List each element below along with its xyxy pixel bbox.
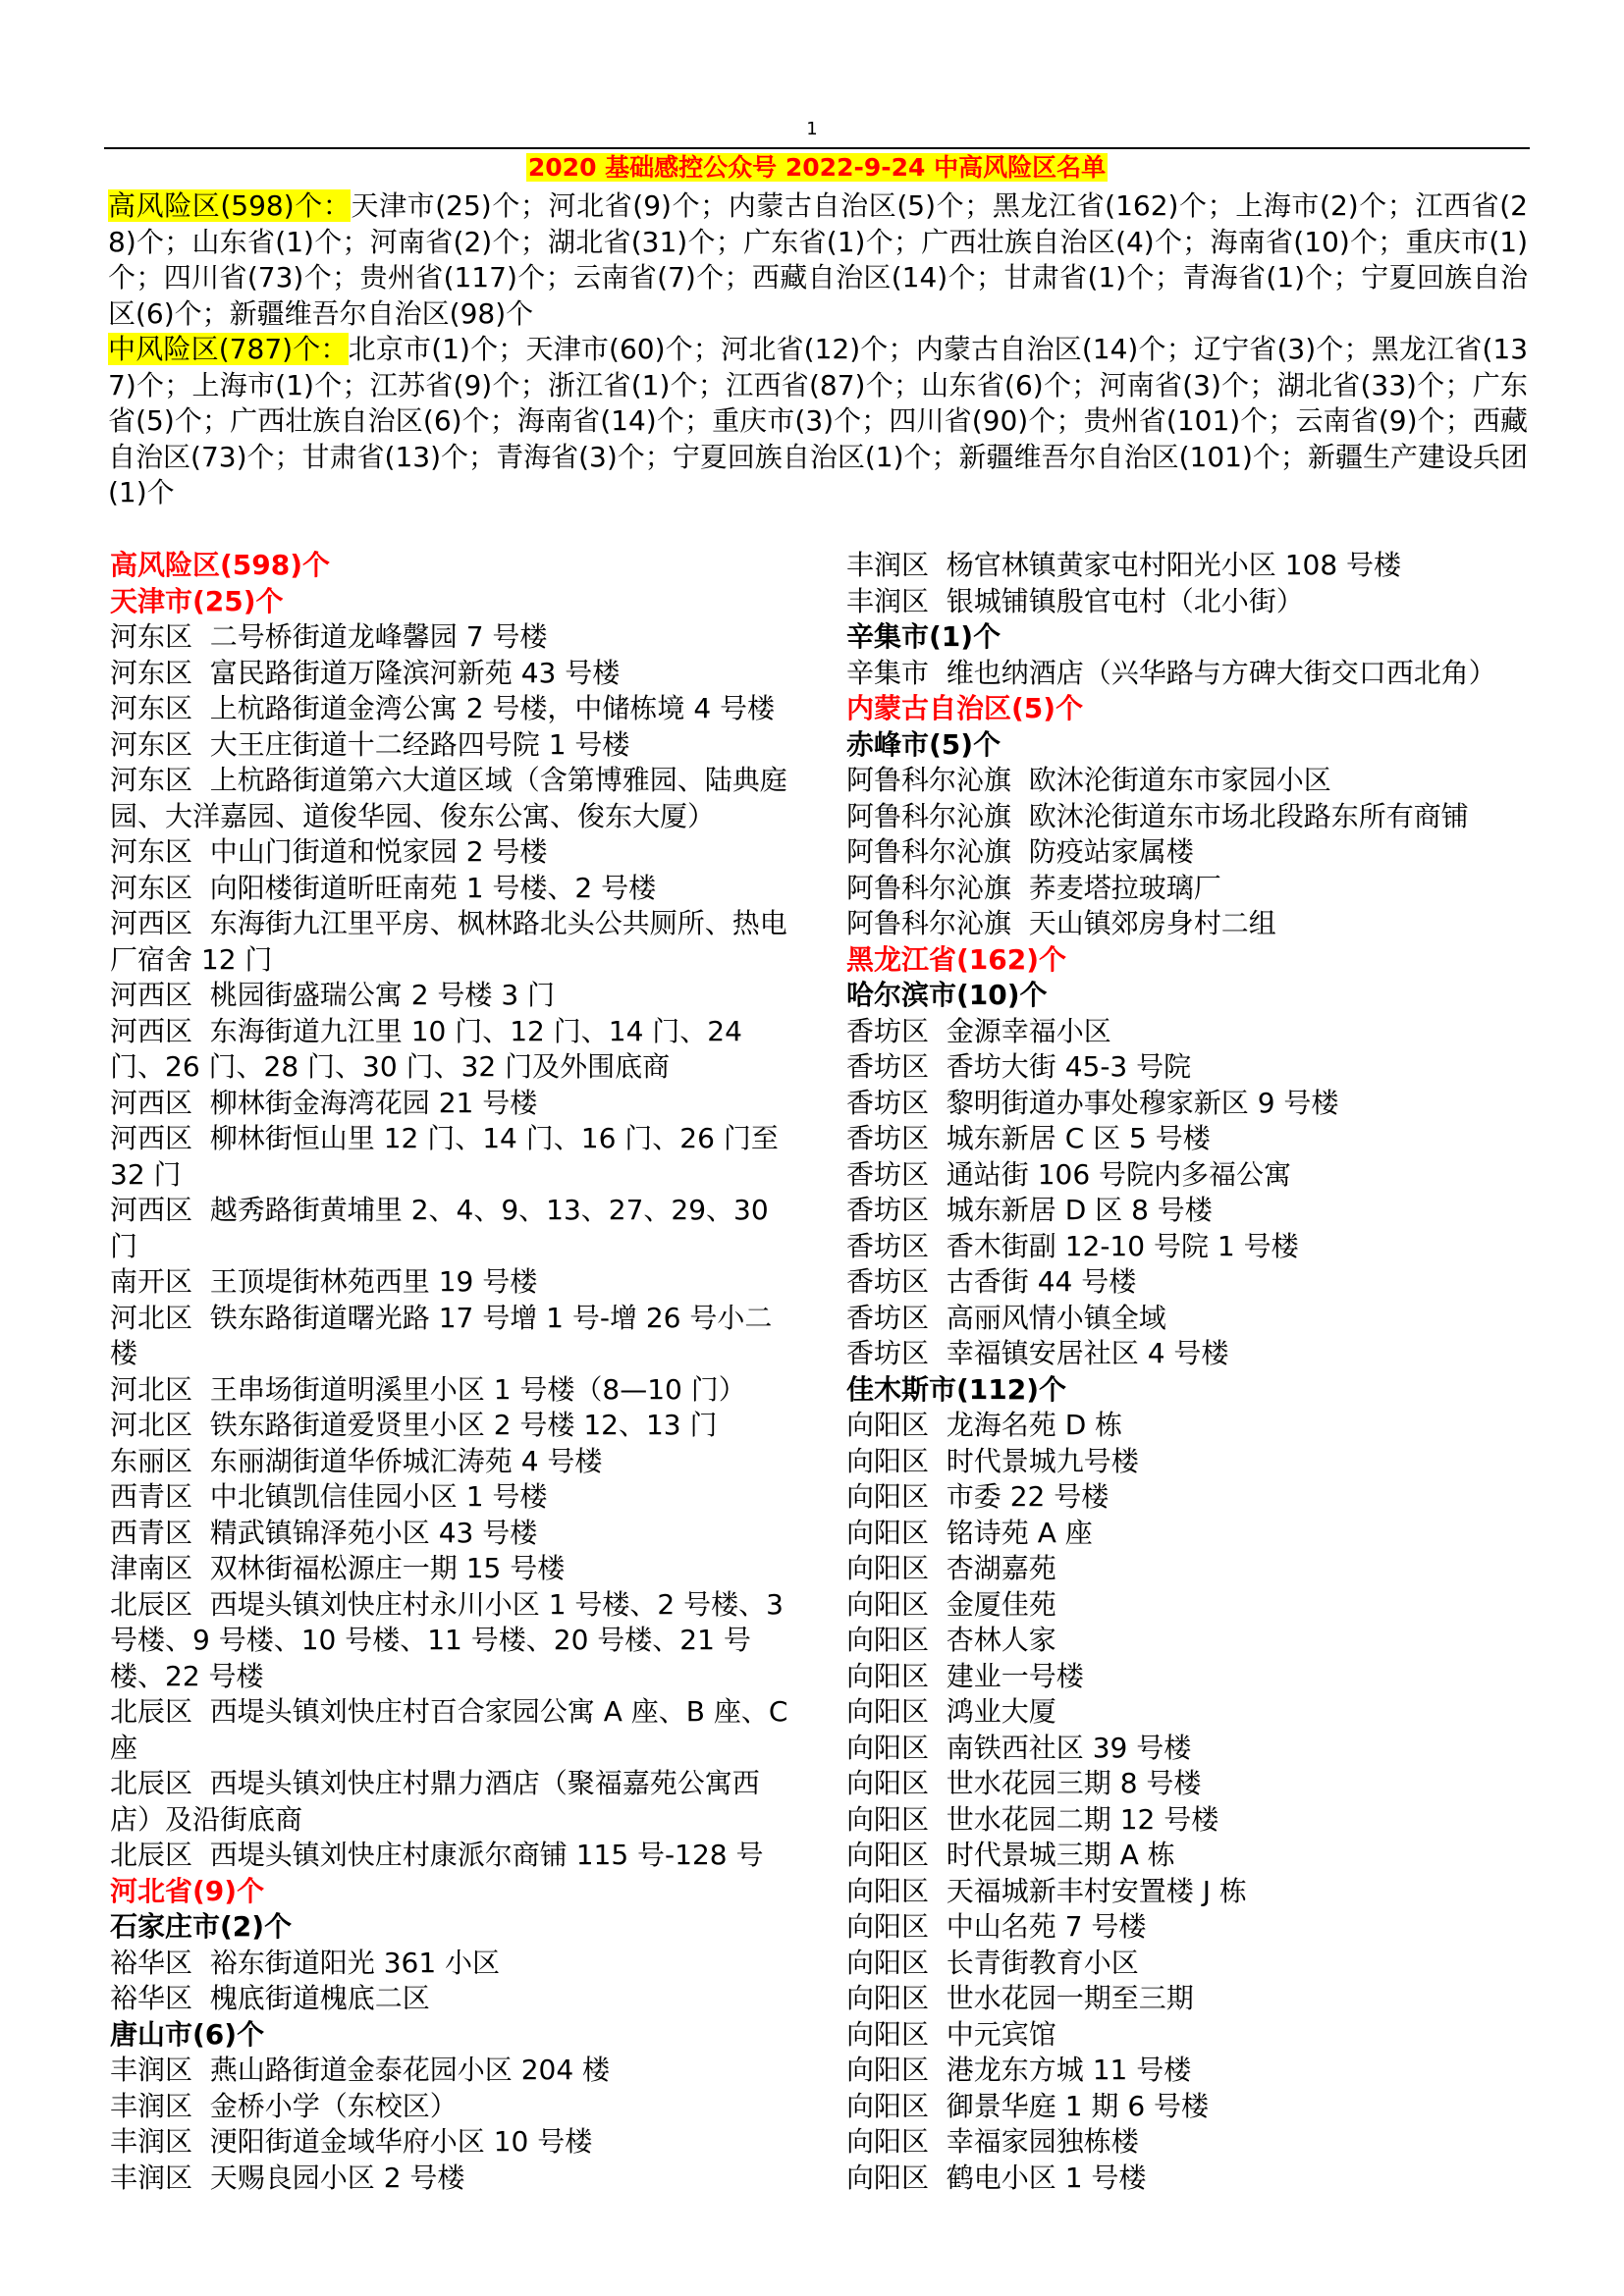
- area-entry: 裕华区 槐底街道槐底二区: [110, 1982, 430, 2014]
- document-title-text: 2020 基础感控公众号 2022-9-24 中高风险区名单: [527, 153, 1107, 182]
- area-entry: 向阳区 杏林人家: [846, 1624, 1056, 1656]
- area-entry: 河北区 铁东路街道爱贤里小区 2 号楼 12、13 门: [110, 1409, 718, 1441]
- area-entry: 向阳区 时代景城九号楼: [846, 1444, 1139, 1477]
- page-number: 1: [806, 119, 818, 139]
- area-entry: 阿鲁科尔沁旗 荞麦塔拉玻璃厂: [846, 871, 1221, 904]
- area-entry: 向阳区 御景华庭 1 期 6 号楼: [846, 2089, 1210, 2122]
- area-entry: 阿鲁科尔沁旗 欧沐沦街道东市场北段路东所有商铺: [846, 799, 1469, 832]
- medium-risk-summary-label: 中风险区(787)个：: [108, 333, 349, 365]
- area-entry: 北辰区 西堤头镇刘快庄村鼎力酒店（聚福嘉苑公寓西店）及沿街底商: [110, 1767, 760, 1836]
- area-entry: 河东区 向阳楼街道昕旺南苑 1 号楼、2 号楼: [110, 871, 657, 904]
- area-entry: 河西区 越秀路街黄埔里 2、4、9、13、27、29、30 门: [110, 1194, 778, 1262]
- area-entry: 河西区 东海街道九江里 10 门、12 门、14 门、24 门、26 门、28 门、30 门、32 门及外围底商: [110, 1014, 751, 1083]
- high-risk-summary-text: 天津市(25)个；河北省(9)个；内蒙古自治区(5)个；黑龙江省(162)个；上海市(2)个；江西省(28)个；山东省(1)个；河南省(2)个；湖北省(31)个；广东省(1)个；广西壮族自治区(4)个；海南省(10)个；重庆市(1)个；四川省(73)个；贵州省(117)个；云南省(7)个；西藏自治区(14)个；甘肃省(1)个；青海省(1)个；宁夏回族自治区(6)个；新疆维吾尔自治区(98)个: [108, 189, 1528, 330]
- risk-category-heading: 高风险区(598)个: [110, 549, 331, 581]
- area-entry: 向阳区 世水花园三期 8 号楼: [846, 1767, 1202, 1799]
- area-entry: 河东区 上杭路街道金湾公寓 2 号楼，中储栋境 4 号楼: [110, 692, 776, 724]
- left-column: [110, 548, 817, 2196]
- area-entry: 阿鲁科尔沁旗 防疫站家属楼: [846, 835, 1194, 868]
- area-entry: 北辰区 西堤头镇刘快庄村永川小区 1 号楼、2 号楼、3 号楼、9 号楼、10 号楼、11 号楼、20 号楼、21 号楼、22 号楼: [110, 1587, 792, 1692]
- medium-risk-summary-text: 北京市(1)个；天津市(60)个；河北省(12)个；内蒙古自治区(14)个；辽宁省(3)个；黑龙江省(137)个；上海市(1)个；江苏省(9)个；浙江省(1)个；江西省(87)个；山东省(6)个；河南省(3)个；湖北省(33)个；广东省(5)个；广西壮族自治区(6)个；海南省(14)个；重庆市(3)个；四川省(90)个；贵州省(101)个；云南省(9)个；西藏自治区(73)个；甘肃省(13)个；青海省(3)个；宁夏回族自治区(1)个；新疆维吾尔自治区(101)个；新疆生产建设兵团(1)个: [108, 333, 1529, 508]
- area-entry: 香坊区 黎明街道办事处穆家新区 9 号楼: [846, 1086, 1339, 1119]
- area-entry: 河西区 桃园街盛瑞公寓 2 号楼 3 门: [110, 979, 556, 1011]
- area-entry: 向阳区 龙海名苑 D 栋: [846, 1409, 1123, 1441]
- city-heading: 辛集市(1)个: [846, 620, 1001, 653]
- area-entry: 向阳区 世水花园一期至三期: [846, 1982, 1194, 2014]
- high-risk-summary: [108, 188, 1528, 332]
- area-entry: 丰润区 天赐良园小区 2 号楼: [110, 2161, 465, 2194]
- medium-risk-summary: [108, 332, 1528, 511]
- area-entry: 西青区 精武镇锦泽苑小区 43 号楼: [110, 1516, 538, 1549]
- area-entry: 津南区 双林街福松源庄一期 15 号楼: [110, 1552, 566, 1584]
- risk-category-heading: 河北省(9)个: [110, 1874, 265, 1907]
- area-entry: 河北区 王串场街道明溪里小区 1 号楼（8—10 门）: [110, 1372, 746, 1406]
- area-entry: 河东区 中山门街道和悦家园 2 号楼: [110, 835, 548, 868]
- area-entry: 阿鲁科尔沁旗 天山镇郊房身村二组: [846, 907, 1276, 939]
- risk-category-heading: 黑龙江省(162)个: [846, 942, 1067, 976]
- area-entry: 丰润区 浭阳街道金域华府小区 10 号楼: [110, 2125, 593, 2158]
- area-entry: 向阳区 中山名苑 7 号楼: [846, 1910, 1147, 1943]
- city-heading: 赤峰市(5)个: [846, 727, 1001, 761]
- area-entry: 向阳区 南铁西社区 39 号楼: [846, 1731, 1192, 1764]
- area-entry: 河北区 铁东路街道曙光路 17 号增 1 号-增 26 号小二楼: [110, 1301, 773, 1369]
- area-entry: 东丽区 东丽湖街道华侨城汇涛苑 4 号楼: [110, 1444, 603, 1477]
- area-entry: 香坊区 香木街副 12-10 号院 1 号楼: [846, 1229, 1299, 1262]
- area-entry: 向阳区 建业一号楼: [846, 1659, 1084, 1692]
- area-entry: 西青区 中北镇凯信佳园小区 1 号楼: [110, 1480, 548, 1513]
- area-entry: 香坊区 香坊大街 45-3 号院: [846, 1050, 1192, 1083]
- area-entry: 北辰区 西堤头镇刘快庄村康派尔商铺 115 号-128 号: [110, 1839, 764, 1871]
- area-entry: 香坊区 城东新居 D 区 8 号楼: [846, 1194, 1213, 1226]
- area-entry: 香坊区 金源幸福小区: [846, 1014, 1111, 1047]
- area-entry: 香坊区 通站街 106 号院内多福公寓: [846, 1157, 1292, 1191]
- area-entry: 向阳区 金厦佳苑: [846, 1587, 1056, 1621]
- area-entry: 丰润区 金桥小学（东校区）: [110, 2089, 458, 2122]
- area-entry: 裕华区 裕东街道阳光 361 小区: [110, 1946, 501, 1979]
- city-heading: 石家庄市(2)个: [110, 1910, 293, 1943]
- area-entry: 南开区 王顶堤街林苑西里 19 号楼: [110, 1265, 538, 1298]
- area-entry: 河西区 东海街九江里平房、枫林路北头公共厕所、热电厂宿舍 12 门: [110, 907, 787, 976]
- area-entry: 香坊区 城东新居 C 区 5 号楼: [846, 1122, 1211, 1154]
- area-entry: 河西区 柳林街恒山里 12 门、14 门、16 门、26 门至 32 门: [110, 1122, 787, 1191]
- area-entry: 河东区 富民路街道万隆滨河新苑 43 号楼: [110, 656, 621, 689]
- risk-category-heading: 内蒙古自治区(5)个: [846, 692, 1084, 724]
- area-entry: 河东区 大王庄街道十二经路四号院 1 号楼: [110, 727, 630, 761]
- city-heading: 唐山市(6)个: [110, 2017, 265, 2051]
- area-entry: 香坊区 高丽风情小镇全域: [846, 1301, 1166, 1334]
- city-heading: 哈尔滨市(10)个: [846, 979, 1048, 1011]
- area-entry: 河东区 二号桥街道龙峰馨园 7 号楼: [110, 620, 548, 653]
- area-entry: 向阳区 杏湖嘉苑: [846, 1552, 1056, 1584]
- area-entry: 向阳区 铭诗苑 A 座: [846, 1516, 1093, 1549]
- document-title: [104, 151, 1530, 185]
- area-entry: 辛集市 维也纳酒店（兴华路与方碑大街交口西北角）: [846, 656, 1496, 689]
- area-entry: 向阳区 世水花园二期 12 号楼: [846, 1802, 1219, 1836]
- high-risk-summary-label: 高风险区(598)个：: [108, 189, 352, 222]
- area-entry: 丰润区 燕山路街道金泰花园小区 204 楼: [110, 2054, 611, 2086]
- area-entry: 向阳区 天福城新丰村安置楼 J 栋: [846, 1874, 1247, 1907]
- area-entry: 向阳区 市委 22 号楼: [846, 1480, 1110, 1513]
- area-entry: 向阳区 时代景城三期 A 栋: [846, 1839, 1175, 1871]
- area-entry: 向阳区 鸿业大厦: [846, 1695, 1056, 1728]
- header-rule: [104, 147, 1530, 149]
- area-entry: 向阳区 中元宾馆: [846, 2017, 1056, 2051]
- risk-category-heading: 天津市(25)个: [110, 584, 284, 617]
- area-entry: 河西区 柳林街金海湾花园 21 号楼: [110, 1086, 538, 1119]
- area-entry: 丰润区 银城铺镇殷官屯村（北小街）: [846, 584, 1304, 617]
- area-entry: 向阳区 港龙东方城 11 号楼: [846, 2054, 1192, 2086]
- area-entry: 香坊区 古香街 44 号楼: [846, 1265, 1137, 1298]
- area-entry: 向阳区 长青街教育小区: [846, 1946, 1139, 1979]
- area-entry: 向阳区 鹤电小区 1 号楼: [846, 2161, 1147, 2194]
- area-entry: 阿鲁科尔沁旗 欧沐沦街道东市家园小区: [846, 764, 1331, 796]
- area-entry: 北辰区 西堤头镇刘快庄村百合家园公寓 A 座、B 座、C 座: [110, 1695, 797, 1764]
- city-heading: 佳木斯市(112)个: [846, 1372, 1067, 1406]
- area-entry: 河东区 上杭路街道第六大道区域（含第博雅园、陆典庭园、大洋嘉园、道俊华园、俊东公寓、俊东大厦）: [110, 764, 787, 832]
- area-entry: 香坊区 幸福镇安居社区 4 号楼: [846, 1337, 1229, 1369]
- right-column: [846, 548, 1553, 2196]
- area-entry: 丰润区 杨官林镇黄家屯村阳光小区 108 号楼: [846, 549, 1402, 581]
- area-entry: 向阳区 幸福家园独栋楼: [846, 2125, 1139, 2158]
